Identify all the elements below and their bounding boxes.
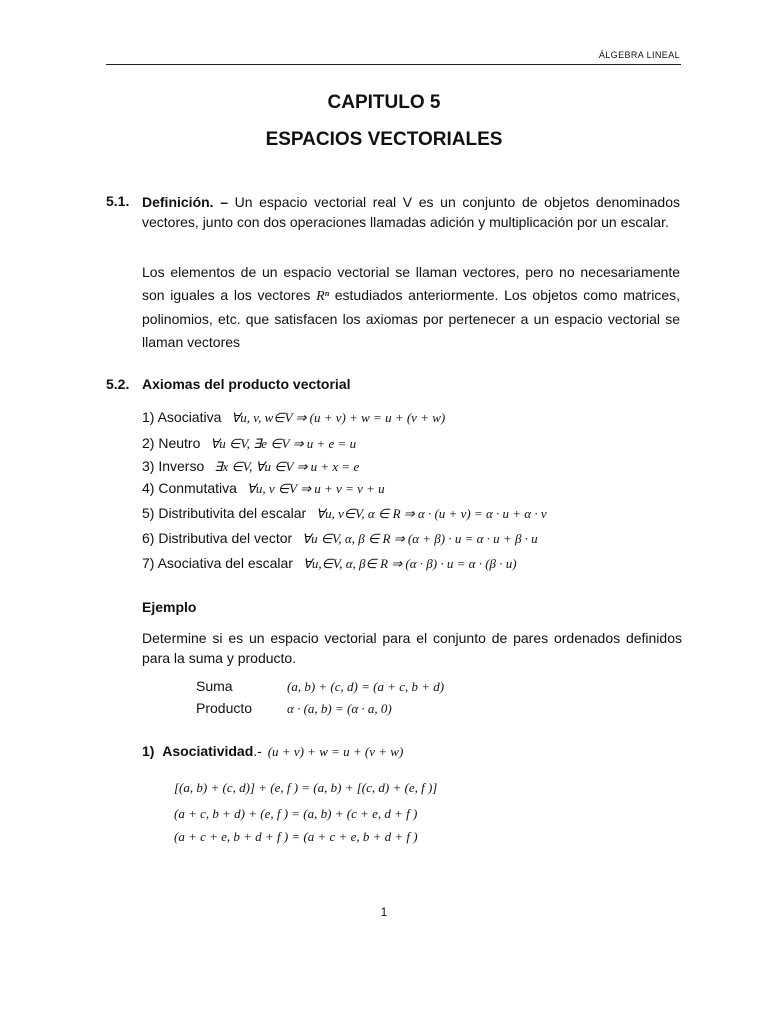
section-1-number: 5.1. [106, 193, 130, 209]
running-header: ÁLGEBRA LINEAL [598, 50, 680, 60]
axiom-3: 3) Inverso ∃x ∈V, ∀u ∈V ⇒ u + x = e [142, 458, 360, 474]
vectors-text-2: estudiados anteriormente. Los objetos como matrices, polinomios, etc. que satisfacen los axiomas por pertenecer a un espacio vectorial se llaman vectores [142, 287, 680, 350]
vectors-text-1: Los elementos de un espacio vectorial se llaman vectores, pero no necesariamente son iguales a los vectores [142, 264, 680, 303]
header-rule [106, 64, 681, 65]
definition-label: Definición. – [142, 194, 228, 210]
item-1-suffix: .- [253, 743, 262, 759]
vectors-paragraph [142, 261, 680, 354]
op-expr-producto: α · (a, b) = (α · a, 0) [287, 701, 392, 716]
axiom-1: 1) Asociativa ∀u, v, w∈V ⇒ (u + v) + w = u + (v + w) [142, 409, 446, 425]
chapter-title: ESPACIOS VECTORIALES [265, 129, 503, 150]
rn-symbol: Rⁿ [316, 289, 330, 304]
definition-paragraph [142, 192, 680, 232]
axiom-4: 4) Conmutativa ∀u, v ∈V ⇒ u + v = v + u [142, 480, 385, 496]
op-expr-suma: (a, b) + (c, d) = (a + c, b + d) [287, 679, 445, 694]
axiom-7: 7) Asociativa del escalar ∀u,∈V, α, β∈ R ⇒ (α · β) · u = α · (β · u) [142, 555, 517, 571]
op-label-producto: Producto [196, 700, 253, 716]
page-number: 1 [380, 905, 388, 919]
step-2: (a + c, b + d) + (e, f ) = (a, b) + (c + e, d + f ) [174, 806, 418, 821]
step-3: (a + c + e, b + d + f ) = (a + c + e, b + d + f ) [174, 829, 418, 844]
item-1-expr: (u + v) + w = u + (v + w) [267, 744, 404, 759]
chapter-number: CAPITULO 5 [327, 92, 441, 113]
op-label-suma: Suma [196, 678, 233, 694]
item-1-number: 1) [142, 743, 155, 759]
example-text: Determine si es un espacio vectorial para el conjunto de pares ordenados definidos para la suma y producto. [142, 630, 682, 666]
definition-text: Un espacio vectorial real V es un conjunto de objetos denominados vectores, junto con dos operaciones llamadas adición y multiplicación por un escalar. [142, 194, 680, 230]
axiom-5: 5) Distributivita del escalar ∀u, v∈V, α ∈ R ⇒ α · (u + v) = α · u + α · v [142, 505, 547, 521]
item-1-heading [142, 743, 403, 760]
section-2-title: Axiomas del producto vectorial [142, 376, 351, 392]
section-2-number: 5.2. [106, 376, 130, 392]
example-heading: Ejemplo [142, 599, 197, 615]
item-1-label: Asociatividad [162, 743, 254, 759]
axiom-6: 6) Distributiva del vector ∀u ∈V, α, β ∈ R ⇒ (α + β) · u = α · u + β · u [142, 530, 538, 546]
axiom-2: 2) Neutro ∀u ∈V, ∃e ∈V ⇒ u + e = u [142, 435, 357, 451]
step-1: [(a, b) + (c, d)] + (e, f ) = (a, b) + [(c, d) + (e, f )] [174, 780, 438, 795]
